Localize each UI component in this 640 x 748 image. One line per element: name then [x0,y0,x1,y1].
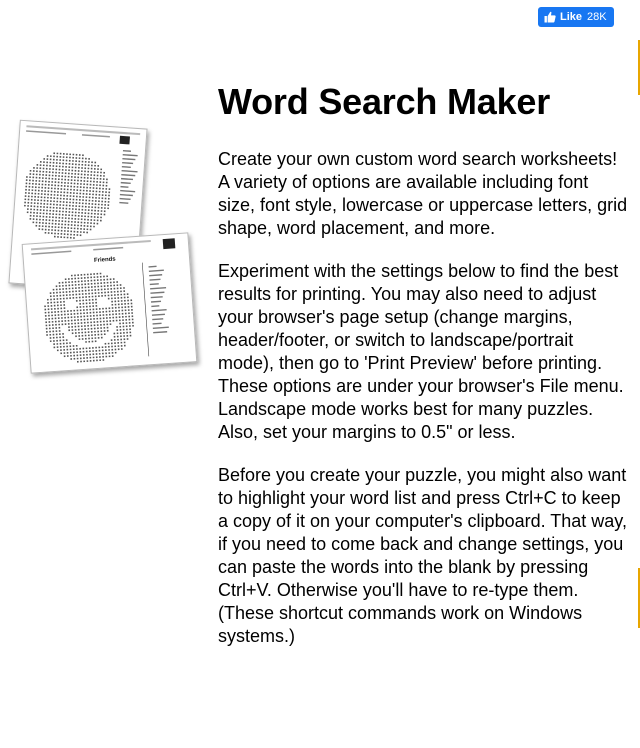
like-label: Like [560,11,583,23]
main-content [218,78,630,668]
worksheet-preview-images [6,118,206,383]
thumbs-up-icon [544,11,556,23]
intro-paragraph: Create your own custom word search worksheets! A variety of options are available including font size, font style, lowercase or uppercase letters, grid shape, word placement, and more. [218,149,628,238]
worksheet-preview-front [22,232,198,373]
printing-tips-paragraph: Experiment with the settings below to find the best results for printing. You may also need to adjust your browser's page setup (change margins, header/footer, or switch to landscape/portrait mode), then go to 'Print Preview' before printing. These options are under your browser's File menu. Landscape mode works best for many puzzles. Also, set your margins to 0.5" or less. [218,261,624,442]
front-sheet-title: Friends [93,256,116,264]
clipboard-tips-paragraph: Before you create your puzzle, you might also want to highlight your word list and press Ctrl+C to keep a copy of it on your computer's clipboard. That way, if you need to come back and change settings, you can paste the words into the blank by pressing Ctrl+V. Otherwise you'll have to re-type them. (These shortcut commands work on Windows systems.) [218,465,627,646]
facebook-like-button[interactable] [538,7,614,27]
like-count: 28K [587,11,607,23]
page-title: Word Search Maker [218,81,551,122]
